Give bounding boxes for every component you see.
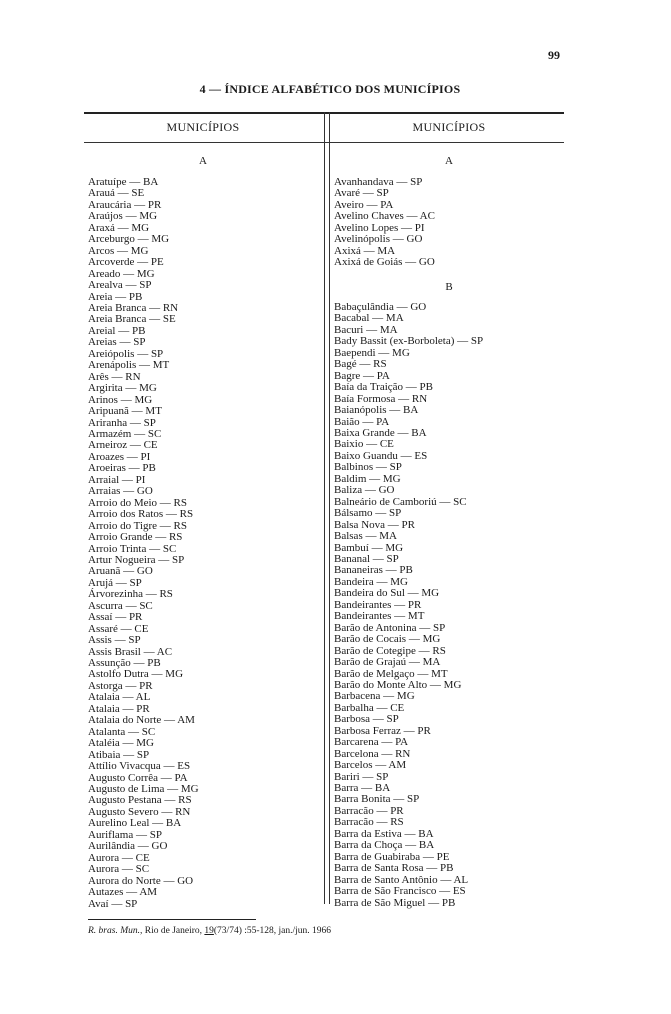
municipality-entry: Balneário de Camboriú — SC bbox=[334, 495, 467, 508]
municipality-entry: Arroio do Meio — RS bbox=[88, 496, 187, 509]
municipality-entry: Atalanta — SC bbox=[88, 725, 156, 738]
municipality-entry: Avelino Lopes — PI bbox=[334, 221, 425, 234]
right-column-header: MUNICÍPIOS bbox=[412, 120, 486, 134]
municipality-entry: Baixa Grande — BA bbox=[334, 426, 427, 439]
right-section-letter-a: A bbox=[445, 155, 453, 167]
municipality-entry: Baixo Guandu — ES bbox=[334, 449, 428, 462]
municipality-entry: Araucária — PR bbox=[88, 198, 162, 211]
municipality-entry: Avelinópolis — GO bbox=[334, 233, 423, 246]
municipality-entry: Atalaia — AL bbox=[88, 691, 151, 704]
municipality-entry: Araújos — MG bbox=[88, 210, 158, 223]
municipality-entry: Bacabal — MA bbox=[334, 312, 404, 325]
page-number: 99 bbox=[548, 48, 560, 62]
municipality-entry: Aveiro — PA bbox=[334, 198, 394, 211]
municipality-entry: Aripuanã — MT bbox=[88, 405, 162, 418]
municipality-entry: Ataléia — MG bbox=[88, 737, 154, 750]
municipality-entry: Augusto Corrêa — PA bbox=[88, 771, 188, 784]
municipality-entry: Barão de Cotegipe — RS bbox=[334, 644, 446, 657]
municipality-entry: Barracão — RS bbox=[334, 816, 404, 829]
municipality-entry: Arroio dos Ratos — RS bbox=[88, 508, 194, 521]
municipality-entry: Bandeirantes — MT bbox=[334, 610, 425, 623]
municipality-entry: Astorga — PR bbox=[88, 679, 153, 692]
municipality-entry: Argirita — MG bbox=[88, 382, 157, 395]
municipality-entry: Assunção — PB bbox=[88, 657, 161, 670]
municipality-entry: Bambuí — MG bbox=[334, 541, 404, 554]
municipality-entry: Barra da Estiva — BA bbox=[334, 827, 434, 840]
municipality-entry: Aroeiras — PB bbox=[88, 462, 156, 475]
left-section-letter: A bbox=[199, 155, 207, 167]
municipality-entry: Barão de Melgaço — MT bbox=[334, 667, 448, 680]
right-section-letter-b: B bbox=[445, 281, 453, 293]
municipality-entry: Barbosa — SP bbox=[334, 713, 399, 726]
municipality-entry: Arinos — MG bbox=[88, 393, 153, 406]
municipality-entry: Baía da Traição — PB bbox=[334, 381, 433, 394]
citation-footer bbox=[88, 926, 331, 936]
right-municipality-list-a bbox=[334, 177, 435, 269]
municipality-entry: Aroazes — PI bbox=[88, 450, 151, 463]
municipality-entry: Atibaia — SP bbox=[88, 748, 150, 761]
footer-rule bbox=[88, 919, 256, 920]
municipality-entry: Autazes — AM bbox=[88, 886, 158, 899]
municipality-entry: Baía Formosa — RN bbox=[334, 392, 428, 405]
municipality-entry: Aurilândia — GO bbox=[88, 840, 168, 853]
municipality-entry: Areias — SP bbox=[88, 336, 146, 349]
municipality-entry: Astolfo Dutra — MG bbox=[88, 668, 184, 681]
municipality-entry: Arroio Grande — RS bbox=[88, 531, 183, 544]
municipality-entry: Barra de São Miguel — PB bbox=[334, 896, 456, 909]
municipality-entry: Baianópolis — BA bbox=[334, 404, 419, 417]
municipality-entry: Areia — PB bbox=[88, 290, 143, 303]
municipality-entry: Arraias — GO bbox=[88, 485, 153, 498]
municipality-entry: Barão de Cocais — MG bbox=[334, 633, 441, 646]
municipality-entry: Arauá — SE bbox=[88, 187, 145, 200]
municipality-entry: Aurora — SC bbox=[88, 863, 150, 876]
municipality-entry: Bananal — SP bbox=[334, 552, 399, 565]
right-municipality-list-b bbox=[334, 302, 483, 909]
municipality-entry: Baependi — MG bbox=[334, 346, 410, 359]
municipality-entry: Bálsamo — SP bbox=[334, 507, 402, 520]
municipality-entry: Armazém — SC bbox=[88, 427, 162, 440]
municipality-entry: Barcarena — PA bbox=[334, 736, 409, 749]
publication-place: Rio de Janeiro, bbox=[144, 926, 203, 936]
municipality-entry: Barão de Antonina — SP bbox=[334, 621, 446, 634]
municipality-entry: Barra da Choça — BA bbox=[334, 839, 435, 852]
municipality-entry: Baixio — CE bbox=[334, 438, 394, 451]
municipality-entry: Aurora — CE bbox=[88, 851, 150, 864]
municipality-entry: Augusto Pestana — RS bbox=[88, 794, 192, 807]
municipality-entry: Barcelos — AM bbox=[334, 759, 407, 772]
municipality-entry: Barra de Santa Rosa — PB bbox=[334, 862, 454, 875]
municipality-entry: Assaré — CE bbox=[88, 622, 149, 635]
municipality-entry: Arenápolis — MT bbox=[88, 359, 170, 372]
municipality-entry: Arroio Trinta — SC bbox=[88, 542, 177, 555]
municipality-entry: Aruanã — GO bbox=[88, 565, 153, 578]
municipality-entry: Arneiroz — CE bbox=[88, 439, 158, 452]
municipality-entry: Barra de Guabiraba — PE bbox=[334, 850, 450, 863]
municipality-entry: Barcelona — RN bbox=[334, 747, 411, 760]
municipality-entry: Avanhandava — SP bbox=[334, 176, 423, 188]
municipality-entry: Arcoverde — PE bbox=[88, 256, 164, 269]
municipality-entry: Areia Branca — SE bbox=[88, 313, 176, 326]
municipality-entry: Bagre — PA bbox=[334, 369, 390, 382]
municipality-entry: Axixá — MA bbox=[334, 244, 396, 257]
municipality-entry: Avaré — SP bbox=[334, 187, 389, 200]
municipality-entry: Arês — RN bbox=[88, 370, 141, 383]
municipality-entry: Barbacena — MG bbox=[334, 690, 415, 703]
municipality-entry: Balsas — MA bbox=[334, 530, 397, 543]
municipality-entry: Arroio do Tigre — RS bbox=[88, 519, 188, 532]
municipality-entry: Areia Branca — RN bbox=[88, 301, 179, 314]
index-heading: 4 — ÍNDICE ALFABÉTICO DOS MUNICÍPIOS bbox=[199, 82, 461, 96]
municipality-entry: Areial — PB bbox=[88, 324, 146, 337]
municipality-entry: Arealva — SP bbox=[88, 279, 152, 292]
municipality-entry: Assis Brasil — AC bbox=[88, 645, 173, 658]
municipality-entry: Aurora do Norte — GO bbox=[88, 874, 194, 887]
municipality-entry: Barracão — PR bbox=[334, 804, 404, 817]
municipality-entry: Atalaia do Norte — AM bbox=[88, 714, 195, 727]
municipality-entry: Araxá — MG bbox=[88, 221, 150, 234]
municipality-entry: Avelino Chaves — AC bbox=[334, 210, 435, 223]
municipality-entry: Avaí — SP bbox=[88, 897, 138, 910]
municipality-entry: Areado — MG bbox=[88, 267, 155, 280]
municipality-entry: Auriflama — SP bbox=[88, 828, 162, 841]
municipality-entry: Arujá — SP bbox=[88, 576, 142, 589]
municipality-entry: Bananeiras — PB bbox=[334, 564, 413, 577]
municipality-entry: Aratuípe — BA bbox=[88, 176, 159, 188]
left-column-header: MUNICÍPIOS bbox=[166, 120, 240, 134]
municipality-entry: Bandeira — MG bbox=[334, 575, 408, 588]
municipality-entry: Assaí — PR bbox=[88, 611, 143, 624]
municipality-entry: Barra de Santo Antônio — AL bbox=[334, 873, 469, 886]
municipality-entry: Baliza — GO bbox=[334, 484, 395, 497]
municipality-entry: Attílio Vivacqua — ES bbox=[88, 760, 191, 773]
municipality-entry: Bandeirantes — PR bbox=[334, 598, 422, 611]
municipality-entry: Artur Nogueira — SP bbox=[88, 553, 185, 566]
municipality-entry: Arceburgo — MG bbox=[88, 233, 170, 246]
municipality-entry: Arraial — PI bbox=[88, 473, 146, 486]
header-rule bbox=[84, 142, 564, 143]
municipality-entry: Baldim — MG bbox=[334, 472, 401, 485]
municipality-entry: Ascurra — SC bbox=[88, 599, 153, 612]
municipality-entry: Barbalha — CE bbox=[334, 701, 405, 714]
municipality-entry: Aurelino Leal — BA bbox=[88, 817, 182, 830]
municipality-entry: Barbosa Ferraz — PR bbox=[334, 724, 431, 737]
municipality-entry: Areiópolis — SP bbox=[88, 347, 164, 360]
municipality-entry: Baião — PA bbox=[334, 415, 390, 428]
municipality-entry: Barão de Grajaú — MA bbox=[334, 656, 441, 669]
municipality-entry: Balsa Nova — PR bbox=[334, 518, 415, 531]
municipality-entry: Atalaia — PR bbox=[88, 702, 150, 715]
municipality-entry: Axixá de Goiás — GO bbox=[334, 256, 435, 269]
municipality-entry: Barão do Monte Alto — MG bbox=[334, 678, 462, 691]
municipality-entry: Árvorezinha — RS bbox=[88, 588, 173, 601]
municipality-entry: Bariri — SP bbox=[334, 770, 389, 783]
municipality-entry: Barra de São Francisco — ES bbox=[334, 885, 466, 898]
municipality-entry: Bandeira do Sul — MG bbox=[334, 587, 440, 600]
municipality-entry: Assis — SP bbox=[88, 634, 141, 647]
municipality-entry: Augusto de Lima — MG bbox=[88, 783, 199, 796]
left-municipality-list bbox=[88, 177, 199, 910]
municipality-entry: Bagé — RS bbox=[334, 358, 387, 371]
journal-name: R. bras. Mun., bbox=[88, 926, 143, 936]
municipality-entry: Balbinos — SP bbox=[334, 461, 402, 474]
municipality-entry: Augusto Severo — RN bbox=[88, 805, 191, 818]
municipality-entry: Barra Bonita — SP bbox=[334, 793, 420, 806]
column-divider bbox=[324, 112, 330, 904]
municipality-entry: Arcos — MG bbox=[88, 244, 149, 257]
municipality-entry: Ariranha — SP bbox=[88, 416, 156, 429]
municipality-entry: Babaçulândia — GO bbox=[334, 301, 427, 313]
municipality-entry: Bacuri — MA bbox=[334, 323, 398, 336]
issue-pages-date: (73/74) :55-128, jan./jun. 1966 bbox=[213, 926, 332, 936]
municipality-entry: Barra — BA bbox=[334, 782, 391, 795]
volume-number: 19 bbox=[204, 926, 214, 936]
municipality-entry: Bady Bassit (ex-Borboleta) — SP bbox=[334, 335, 484, 348]
